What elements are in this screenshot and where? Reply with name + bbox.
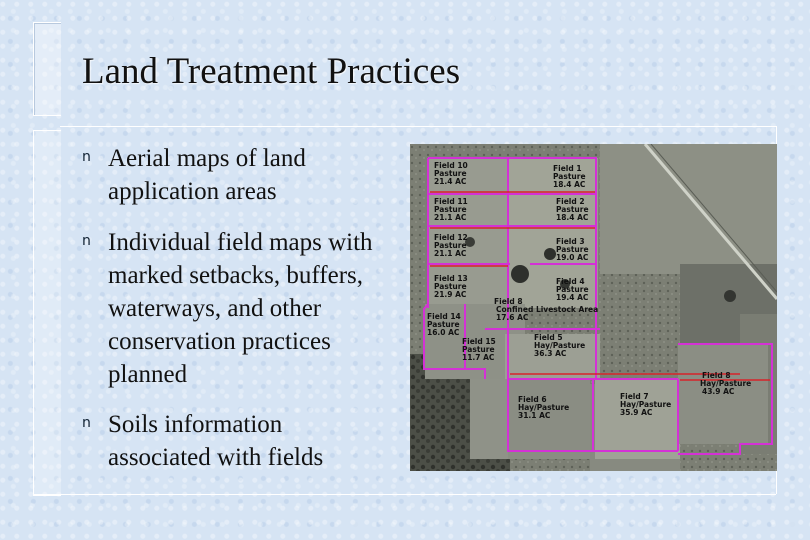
field-13-name: Field 13: [434, 274, 468, 283]
field-8-cla-name: Field 8: [494, 297, 523, 306]
field-6-name: Field 6: [518, 395, 547, 404]
bullet-item: [82, 226, 413, 391]
field-3-area: 19.0 AC: [556, 253, 589, 262]
field-3-use: Pasture: [556, 245, 589, 254]
field-8-cla-area: 17.6 AC: [496, 313, 529, 322]
field-12-use: Pasture: [434, 241, 467, 250]
field-2-area: 18.4 AC: [556, 213, 589, 222]
title-frame: [33, 22, 61, 116]
content-rule-bottom: [33, 494, 776, 495]
field-10-use: Pasture: [434, 169, 467, 178]
field-8-hay-area: 43.9 AC: [702, 387, 735, 396]
content-rule-top: [60, 126, 776, 127]
field-7-area: 35.9 AC: [620, 408, 653, 417]
content-frame: [33, 130, 61, 496]
field-11-area: 21.1 AC: [434, 213, 467, 222]
bullet-text: Soils information associated with fields: [108, 411, 324, 471]
field-8-hay-use: Hay/Pasture: [700, 379, 752, 388]
field-12-area: 21.1 AC: [434, 249, 467, 258]
field-1-use: Pasture: [553, 172, 586, 181]
field-6-area: 31.1 AC: [518, 411, 551, 420]
bullet-text: Individual field maps with marked setbacks, buffers, waterways, and other conservation practices planned: [108, 229, 373, 388]
field-13-use: Pasture: [434, 282, 467, 291]
field-12-name: Field 12: [434, 233, 468, 242]
field-5-use: Hay/Pasture: [534, 341, 586, 350]
field-7-use: Hay/Pasture: [620, 400, 672, 409]
field-8-cla-use: Confined Livestock Area: [496, 305, 599, 314]
field-11-name: Field 11: [434, 197, 468, 206]
field-4-name: Field 4: [556, 277, 585, 286]
bullet-text: Aerial maps of land application areas: [108, 145, 306, 205]
field-14-area: 16.0 AC: [427, 328, 460, 337]
field-13-area: 21.9 AC: [434, 290, 467, 299]
field-5-area: 36.3 AC: [534, 349, 567, 358]
field-1-area: 18.4 AC: [553, 180, 586, 189]
bullet-item: [82, 408, 413, 474]
bullet-marker: n: [82, 149, 91, 165]
field-4-area: 19.4 AC: [556, 293, 589, 302]
field-10-name: Field 10: [434, 161, 468, 170]
aerial-map-image: [410, 144, 777, 471]
field-5-name: Field 5: [534, 333, 563, 342]
field-7-name: Field 7: [620, 392, 649, 401]
field-3-name: Field 3: [556, 237, 585, 246]
field-10-area: 21.4 AC: [434, 177, 467, 186]
field-4-use: Pasture: [556, 285, 589, 294]
field-8-hay-name: Field 8: [702, 371, 731, 380]
field-1-name: Field 1: [553, 164, 582, 173]
field-2-name: Field 2: [556, 197, 585, 206]
field-14-name: Field 14: [427, 312, 461, 321]
field-14-use: Pasture: [427, 320, 460, 329]
slide-title: Land Treatment Practices: [82, 51, 461, 92]
field-6-use: Hay/Pasture: [518, 403, 570, 412]
field-15-name: Field 15: [462, 337, 496, 346]
aerial-field-map: [410, 144, 777, 471]
field-15-area: 11.7 AC: [462, 353, 495, 362]
field-15-use: Pasture: [462, 345, 495, 354]
bullet-marker: n: [82, 415, 91, 431]
field-11-use: Pasture: [434, 205, 467, 214]
bullet-marker: n: [82, 233, 91, 249]
field-2-use: Pasture: [556, 205, 589, 214]
bullet-item: [82, 142, 413, 208]
